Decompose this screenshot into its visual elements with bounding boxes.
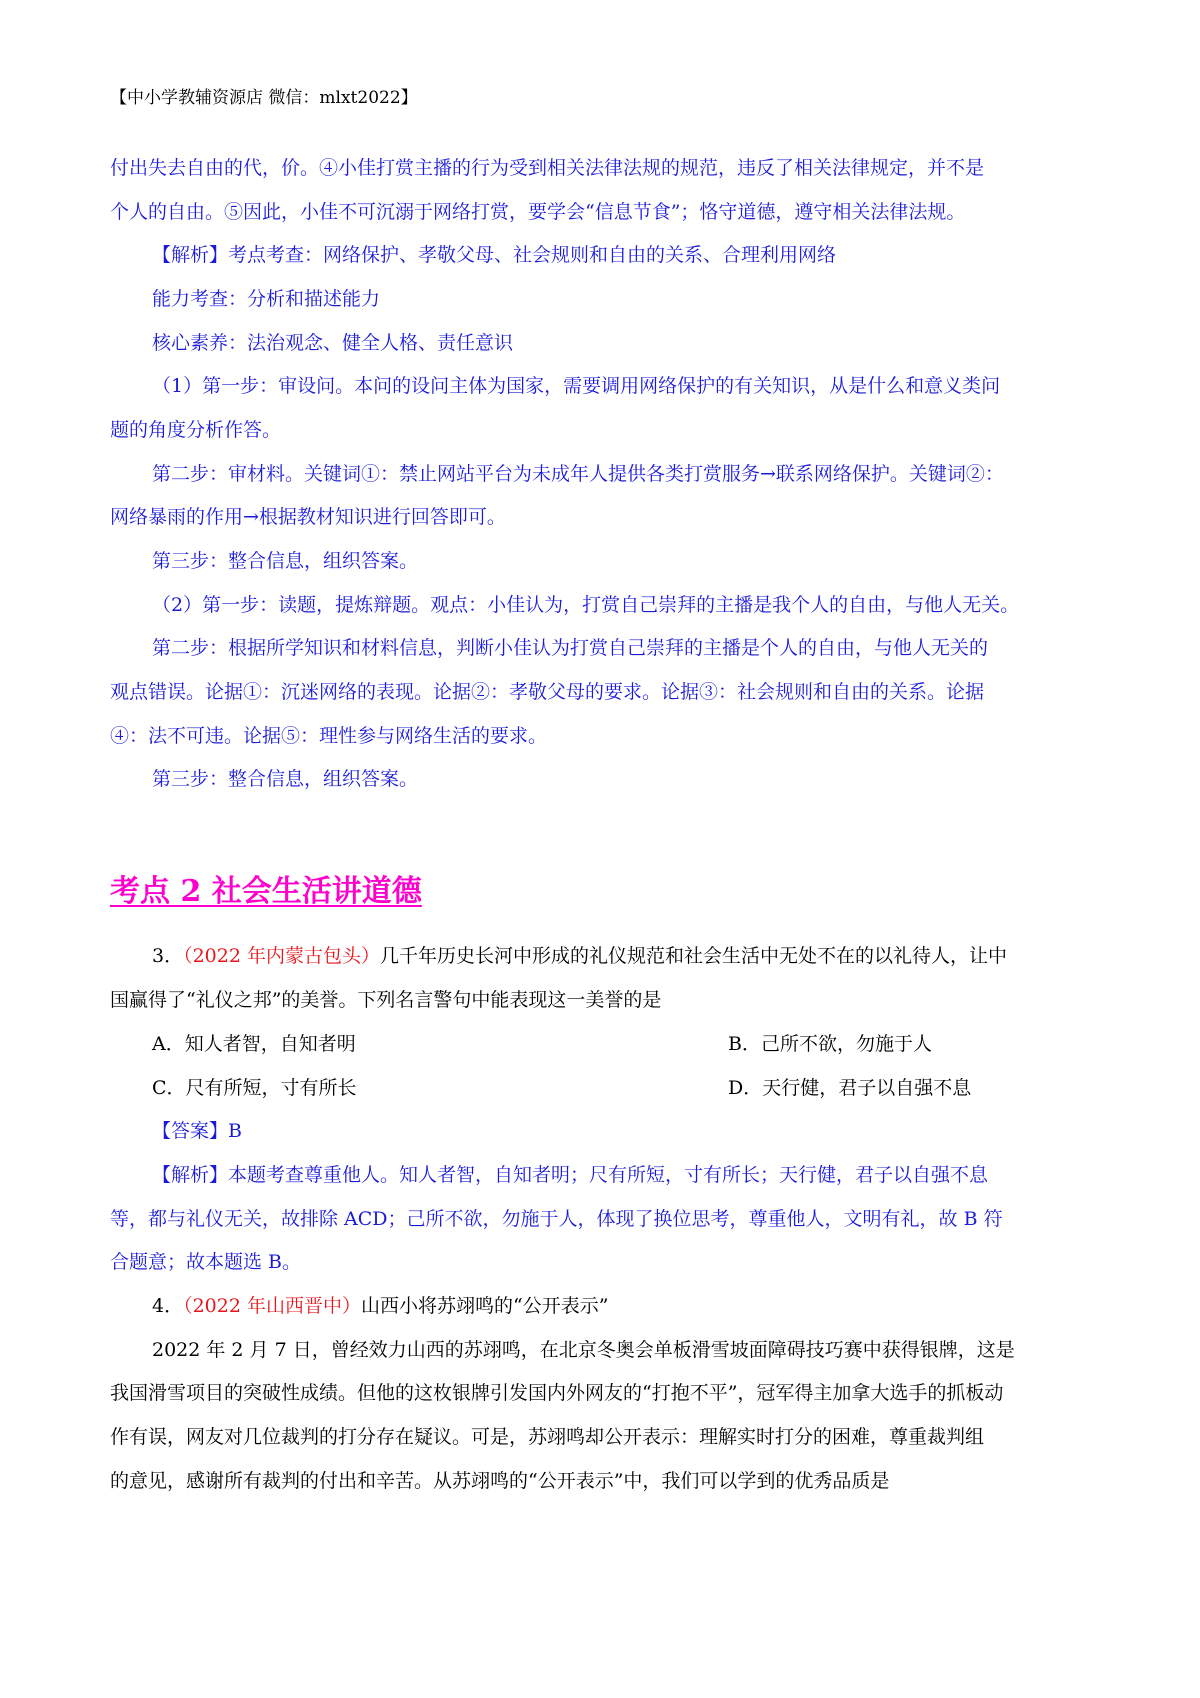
q3-answer-label: 【答案】 — [152, 1120, 229, 1142]
q3-answer: B — [228, 1120, 242, 1142]
q3-analysis-line-1 — [152, 1161, 988, 1189]
q3-option-c: C．尺有所短，寸有所长 — [152, 1077, 357, 1099]
q3-stem-a: 几千年历史长河中形成的礼仪规范和社会生活中无处不在的以礼待人，让中 — [380, 945, 1008, 967]
analysis-suyang: 核心素养：法治观念、健全人格、责任意识 — [152, 332, 514, 354]
analysis-p1-step2-line-2: 网络暴雨的作用→根据教材知识进行回答即可。 — [110, 506, 506, 528]
answer-continuation-line-1: 付出失去自由的代，价。④小佳打赏主播的行为受到相关法律法规的规范，违反了相关法律规定，并不是 — [110, 157, 985, 179]
q4-title: 山西小将苏翊鸣的“公开表示” — [361, 1295, 609, 1317]
q4-paragraph-line-3: 作有误，网友对几位裁判的打分存在疑议。可是，苏翊鸣却公开表示：理解实时打分的困难，尊重裁判组 — [110, 1426, 985, 1448]
section-heading: 考点 2 社会生活讲道德 — [110, 874, 422, 909]
q4-paragraph-line-1: 2022 年 2 月 7 日，曾经效力山西的苏翊鸣，在北京冬奥会单板滑雪坡面障碍技巧赛中获得银牌，这是 — [152, 1339, 1015, 1361]
q3-options-row-1 — [152, 1030, 932, 1058]
analysis-label: 【解析】 — [152, 244, 229, 266]
q3-analysis-a: 本题考查尊重他人。知人者智，自知者明；尺有所短，寸有所长；天行健，君子以自强不息 — [228, 1164, 989, 1186]
q4-paragraph-line-2: 我国滑雪项目的突破性成绩。但他的这枚银牌引发国内外网友的“打抱不平”，冠军得主加拿大选手的抓板动 — [110, 1382, 1004, 1404]
analysis-p1-step2-line-1: 第二步：审材料。关键词①：禁止网站平台为未成年人提供各类打赏服务→联系网络保护。关键词②： — [152, 463, 1004, 485]
analysis-p1-step1-line-2: 题的角度分析作答。 — [110, 419, 282, 441]
analysis-p2-step2-line-2: 观点错误。论据①：沉迷网络的表现。论据②：孝敬父母的要求。论据③：社会规则和自由的关系。论据 — [110, 681, 985, 703]
q3-analysis-line-3: 合题意；故本题选 B。 — [110, 1251, 302, 1273]
q3-option-d: D．天行健，君子以自强不息 — [728, 1077, 972, 1099]
q3-stem-line-2: 国赢得了“礼仪之邦”的美誉。下列名言警句中能表现这一美誉的是 — [110, 989, 662, 1011]
q3-source: （2022 年内蒙古包头） — [183, 945, 380, 967]
q3-stem-line-1 — [152, 942, 1007, 970]
q3-number: 3． — [152, 945, 184, 967]
analysis-p2-step2-line-3: ④：法不可违。论据⑤：理性参与网络生活的要求。 — [110, 725, 548, 747]
page-header: 【中小学教辅资源店 微信：mlxt2022】 — [110, 88, 418, 108]
q3-answer-line — [152, 1117, 242, 1145]
q4-source: （2022 年山西晋中） — [183, 1295, 361, 1317]
q3-analysis-label: 【解析】 — [152, 1164, 229, 1186]
analysis-kaodian-line — [152, 241, 836, 269]
analysis-p2-step3: 第三步：整合信息，组织答案。 — [152, 768, 419, 790]
q4-title-line — [152, 1292, 608, 1320]
analysis-p2-step1: （2）第一步：读题，提炼辩题。观点：小佳认为，打赏自己崇拜的主播是我个人的自由，与他人无关。 — [152, 594, 1020, 616]
q4-paragraph-line-4: 的意见，感谢所有裁判的付出和辛苦。从苏翊鸣的“公开表示”中，我们可以学到的优秀品质是 — [110, 1470, 890, 1492]
analysis-p2-step2-line-1: 第二步：根据所学知识和材料信息，判断小佳认为打赏自己崇拜的主播是个人的自由，与他人无关的 — [152, 637, 989, 659]
analysis-p1-step3: 第三步：整合信息，组织答案。 — [152, 550, 419, 572]
analysis-p1-step1-line-1: （1）第一步：审设问。本问的设问主体为国家，需要调用网络保护的有关知识，从是什么和意义类问 — [152, 375, 1001, 397]
analysis-nengli: 能力考查：分析和描述能力 — [152, 288, 381, 310]
q4-number: 4． — [152, 1295, 184, 1317]
answer-continuation-line-2: 个人的自由。⑤因此，小佳不可沉溺于网络打赏，要学会“信息节食”；恪守道德，遵守相关法律法规。 — [110, 201, 966, 223]
q3-option-a: A．知人者智，自知者明 — [152, 1033, 356, 1055]
q3-options-row-2 — [152, 1074, 972, 1102]
q3-analysis-line-2: 等，都与礼仪无关，故排除 ACD；己所不欲，勿施于人，体现了换位思考，尊重他人，文明有礼，故 B 符 — [110, 1208, 1003, 1230]
analysis-kaodian: 考点考查：网络保护、孝敬父母、社会规则和自由的关系、合理利用网络 — [228, 244, 837, 266]
q3-option-b: B．己所不欲，勿施于人 — [728, 1033, 932, 1055]
